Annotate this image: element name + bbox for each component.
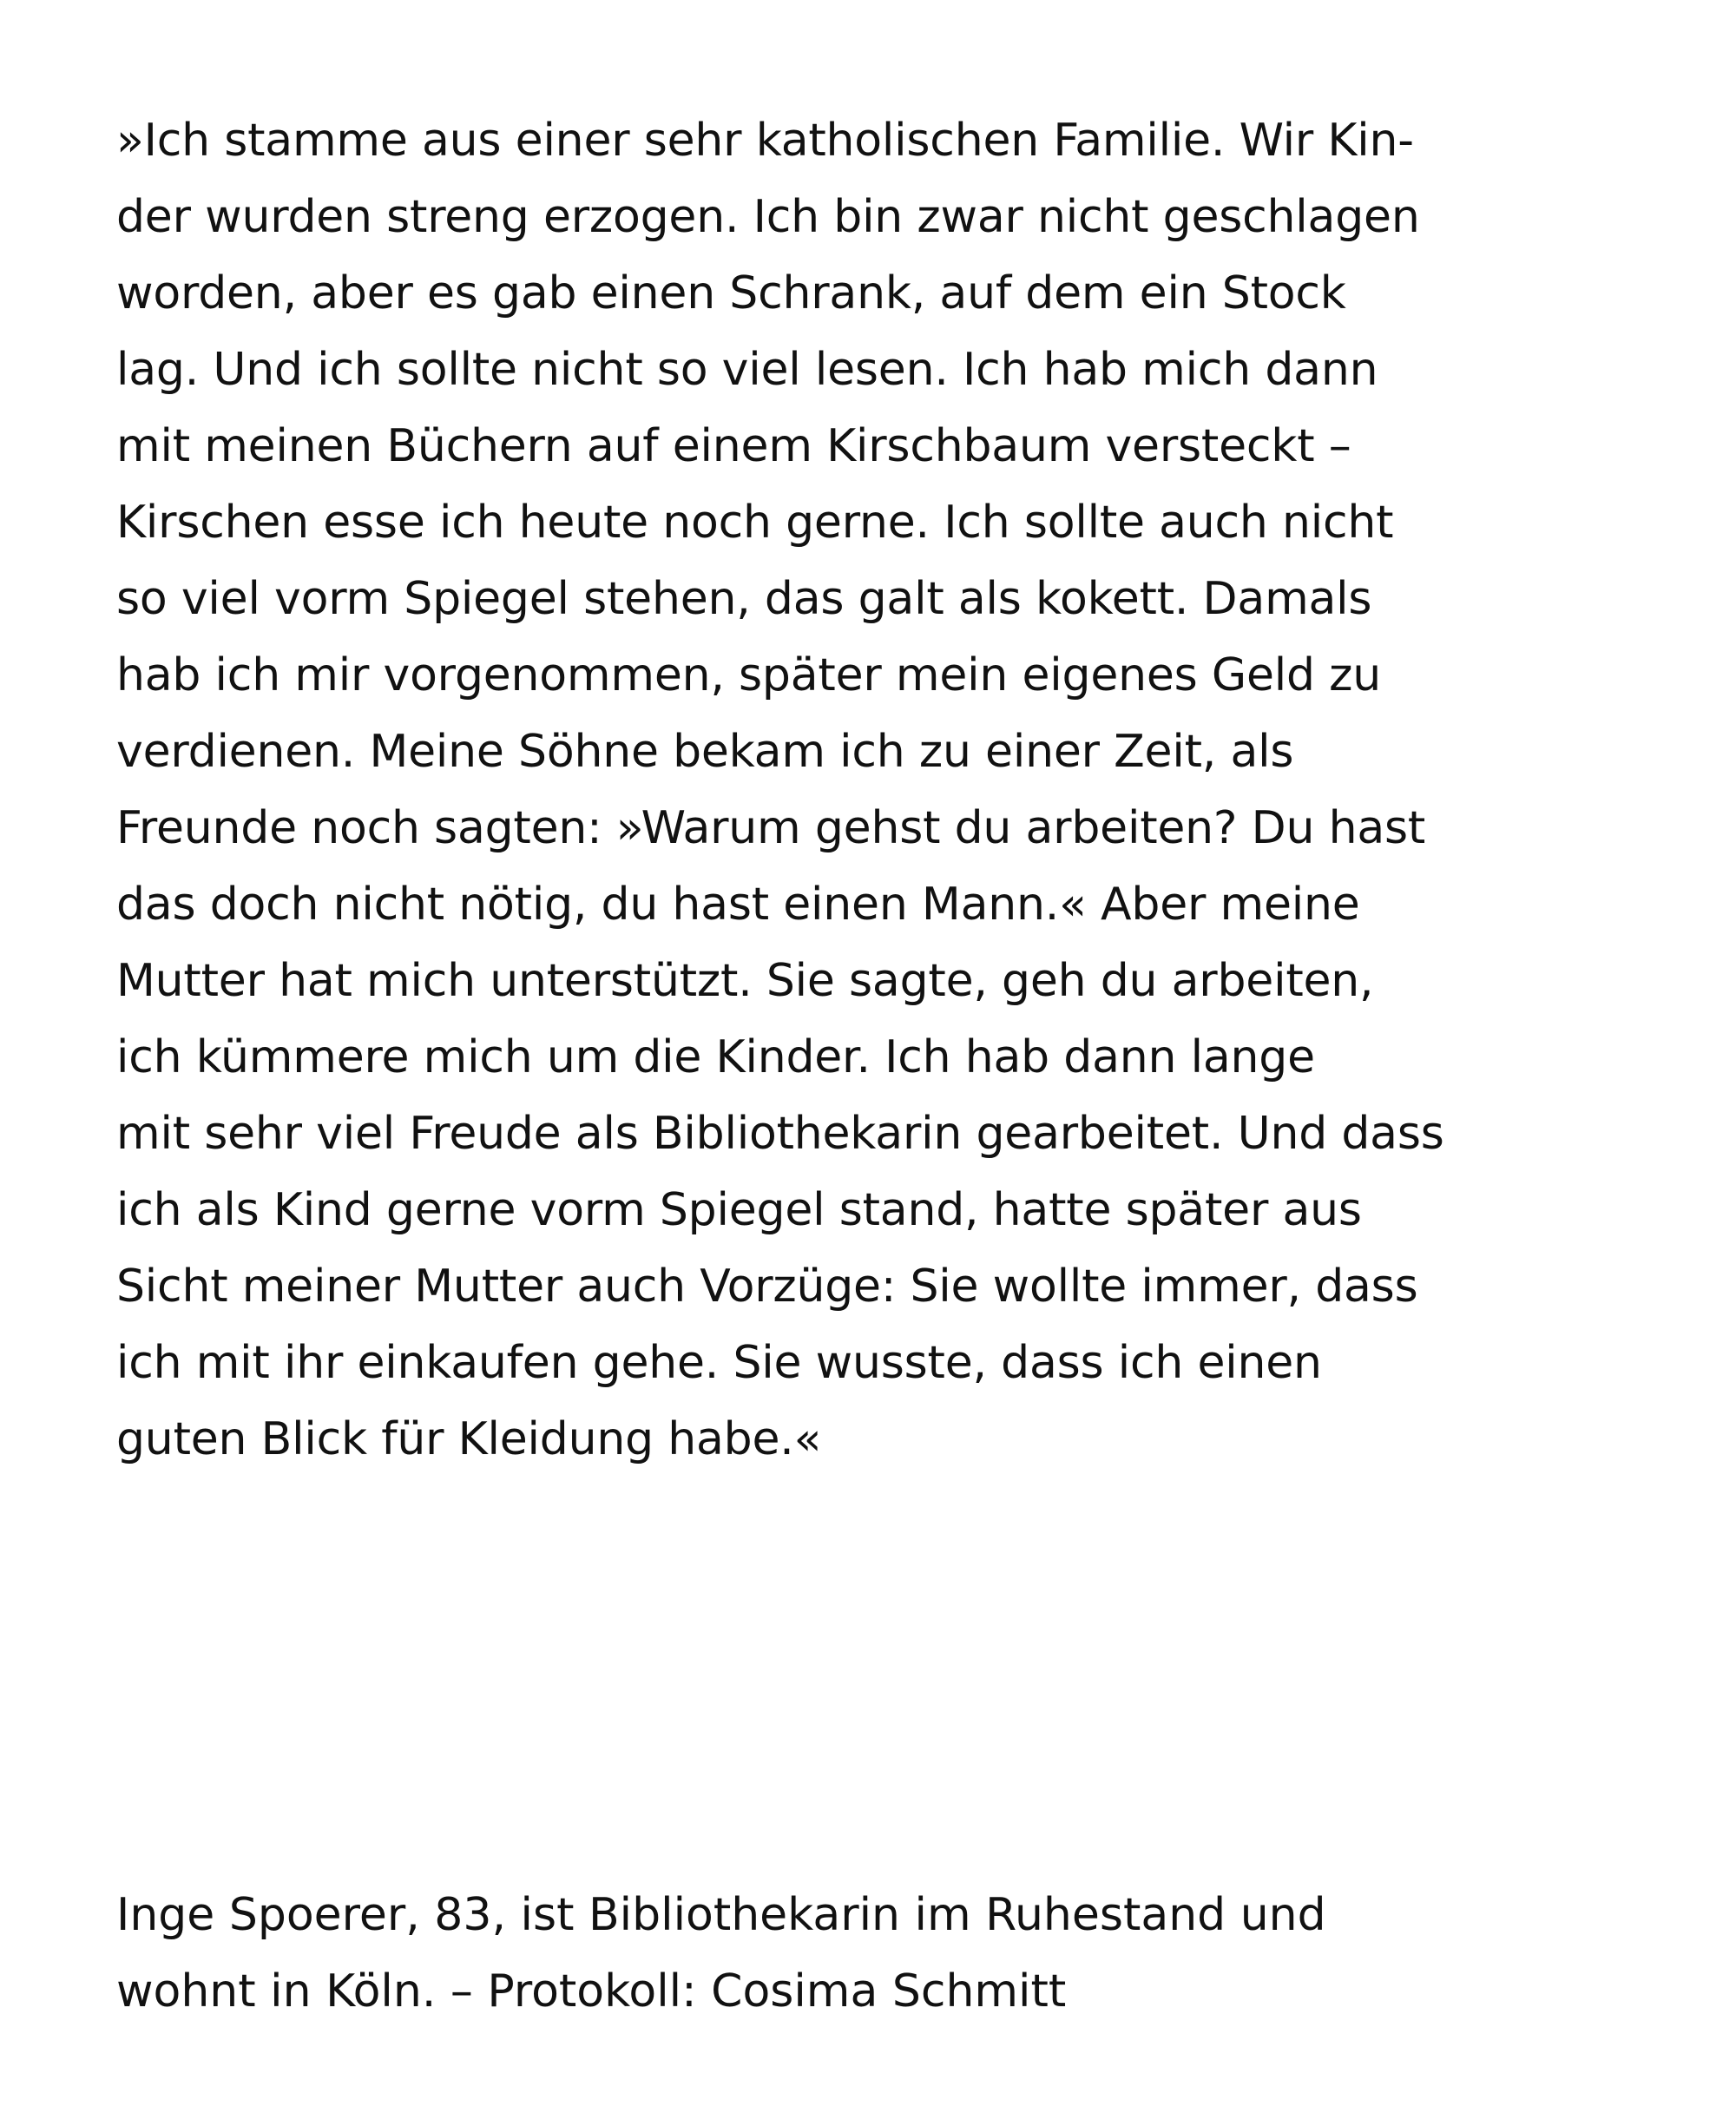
- quote-line: lag. Und ich sollte nicht so viel lesen. Ich hab mich dann: [116, 344, 1378, 396]
- byline-line: wohnt in Köln. – Protokoll: Cosima Schmitt: [116, 1965, 1067, 2018]
- quote-line: Kirschen esse ich heute noch gerne. Ich sollte auch nicht: [116, 497, 1394, 549]
- quote-text: [116, 102, 1644, 1478]
- quote-line: mit sehr viel Freude als Bibliothekarin gearbeitet. Und dass: [116, 1108, 1444, 1160]
- quote-line: verdienen. Meine Söhne bekam ich zu einer Zeit, als: [116, 726, 1294, 778]
- quote-line: hab ich mir vorgenommen, später mein eigenes Geld zu: [116, 649, 1382, 701]
- quote-line: ich mit ihr einkaufen gehe. Sie wusste, dass ich einen: [116, 1337, 1322, 1389]
- quote-line: ich als Kind gerne vorm Spiegel stand, hatte später aus: [116, 1184, 1362, 1236]
- quote-line: »Ich stamme aus einer sehr katholischen Familie. Wir Kin-: [116, 115, 1414, 167]
- quote-line: ich kümmere mich um die Kinder. Ich hab dann lange: [116, 1031, 1315, 1083]
- quote-line: der wurden streng erzogen. Ich bin zwar nicht geschlagen: [116, 191, 1420, 243]
- quote-line: Freunde noch sagten: »Warum gehst du arbeiten? Du hast: [116, 802, 1426, 854]
- quote-line: guten Blick für Kleidung habe.«: [116, 1413, 822, 1465]
- quote-line: das doch nicht nötig, du hast einen Mann.« Aber meine: [116, 879, 1360, 931]
- quote-line: Mutter hat mich unterstützt. Sie sagte, geh du arbeiten,: [116, 955, 1374, 1007]
- byline-line: Inge Spoerer, 83, ist Bibliothekarin im Ruhestand und: [116, 1889, 1326, 1941]
- quote-line: mit meinen Büchern auf einem Kirschbaum versteckt –: [116, 420, 1351, 472]
- quote-line: worden, aber es gab einen Schrank, auf dem ein Stock: [116, 267, 1346, 319]
- quote-line: so viel vorm Spiegel stehen, das galt als kokett. Damals: [116, 573, 1372, 625]
- byline: [116, 1877, 1644, 2030]
- quote-line: Sicht meiner Mutter auch Vorzüge: Sie wollte immer, dass: [116, 1261, 1418, 1313]
